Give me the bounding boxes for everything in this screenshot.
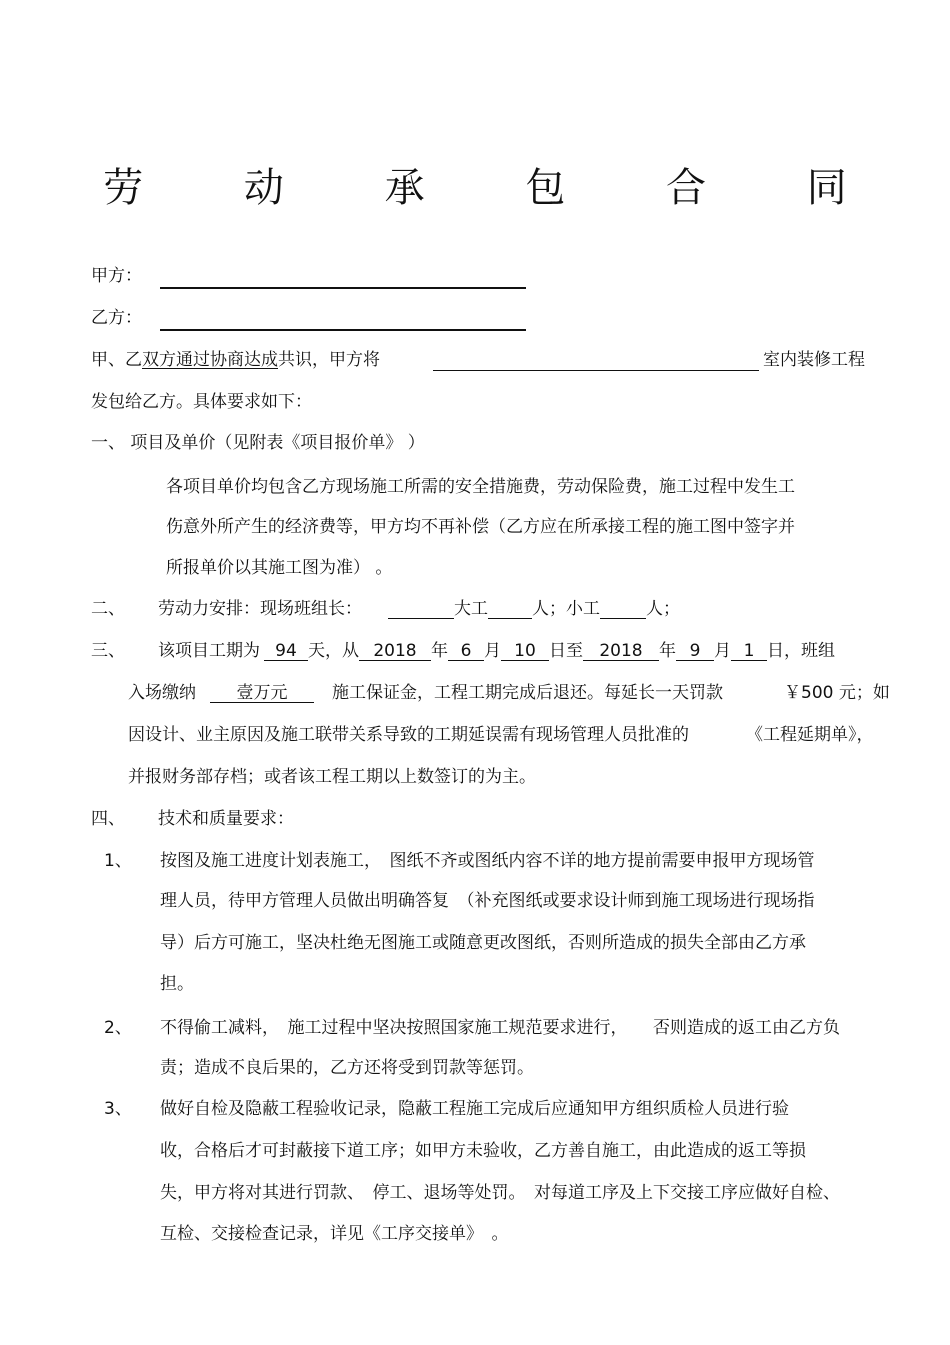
item-2-line-2: 责；造成不良后果的，乙方还将受到罚款等惩罚。	[160, 1058, 534, 1078]
end-month: 9	[676, 643, 714, 661]
s3-text-6: 年	[659, 641, 676, 661]
party-b-blank	[160, 329, 526, 331]
party-a-label: 甲方：	[91, 266, 142, 286]
intro-part-1: 甲、乙	[91, 350, 142, 370]
section-2-line	[158, 601, 680, 619]
section-4-number: 四、	[91, 809, 125, 829]
end-day: 1	[731, 643, 767, 661]
s3-l2-text-2: 施工保证金，工程工期完成后退还。每延长一天罚款	[332, 683, 723, 703]
section-1-heading: 一、 项目及单价（见附表《项目报价单》 ）	[91, 433, 425, 453]
section-4-heading: 技术和质量要求：	[158, 809, 294, 829]
s3-text-2: 天，从	[308, 641, 359, 661]
party-a-blank	[160, 287, 526, 289]
s3-l2-text-1: 入场缴纳	[128, 683, 196, 703]
item-3-number: 3、	[104, 1099, 132, 1119]
item-1-number: 1、	[104, 851, 132, 871]
section-3-line-3: 因设计、业主原因及施工联带关系导致的工期延误需有现场管理人员批准的	[128, 725, 689, 745]
document-title: 劳 动 承 包 合 同	[103, 165, 891, 211]
s3-text-5: 日至	[549, 641, 583, 661]
section-3-number: 三、	[91, 641, 125, 661]
s3-text-3: 年	[431, 641, 448, 661]
s3-text-4: 月	[484, 641, 501, 661]
section-1-line-2: 伤意外所产生的经济费等，甲方均不再补偿（乙方应在所承接工程的施工图中签字并	[166, 517, 795, 537]
item-3-line-1: 做好自检及隐蔽工程验收记录，隐蔽工程施工完成后应通知甲方组织质检人员进行验	[160, 1099, 789, 1119]
end-year: 2018	[583, 643, 659, 661]
item-1-line-4: 担。	[160, 974, 194, 994]
section-2-text-4: 人；	[646, 599, 680, 619]
section-3-line-4: 并报财务部存档；或者该工程工期以上数签订的为主。	[128, 767, 536, 787]
party-b-label: 乙方：	[91, 308, 142, 328]
intro-line-1	[91, 352, 380, 369]
start-month: 6	[448, 643, 484, 661]
intro-part-3: 共识，甲方将	[278, 350, 380, 370]
start-day: 10	[501, 643, 549, 661]
section-1-line-3: 所报单价以其施工图为准） 。	[166, 558, 393, 578]
helpers-blank	[600, 601, 646, 619]
item-2-line-1: 不得偷工减料， 施工过程中坚决按照国家施工规范要求进行， 否则造成的返工由乙方负	[160, 1018, 840, 1038]
item-1-line-1: 按图及施工进度计划表施工， 图纸不齐或图纸内容不详的地方提前需要申报甲方现场管	[160, 851, 815, 871]
start-year: 2018	[359, 643, 431, 661]
item-3-line-3: 失，甲方将对其进行罚款、 停工、退场等处罚。 对每道工序及上下交接工序应做好自检、	[160, 1183, 840, 1203]
section-3-line-2	[128, 685, 723, 703]
section-3-line-1	[158, 643, 835, 661]
section-2-text-2: 大工	[454, 599, 488, 619]
skilled-workers-blank	[488, 601, 532, 619]
item-1-line-2: 理人员，待甲方管理人员做出明确答复 （补充图纸或要求设计师到施工现场进行现场指	[160, 891, 815, 911]
intro-line-2: 发包给乙方。具体要求如下：	[91, 392, 312, 412]
section-1-line-1: 各项目单价均包含乙方现场施工所需的安全措施费，劳动保险费，施工过程中发生工	[166, 477, 795, 497]
item-3-line-4: 互检、交接检查记录，详见《工序交接单》 。	[160, 1224, 509, 1244]
intro-part-2: 双方通过协商达成	[142, 350, 278, 370]
s3-text-7: 月	[714, 641, 731, 661]
daily-fine: ￥500 元；如	[784, 683, 890, 703]
section-2-text-1: 劳动力安排：现场班组长：	[158, 599, 362, 619]
intro-part-4: 室内装修工程	[763, 350, 865, 370]
s3-text-8: 日，班组	[767, 641, 835, 661]
item-3-line-2: 收，合格后才可封蔽接下道工序；如甲方未验收，乙方善自施工，由此造成的返工等损	[160, 1141, 806, 1161]
section-2-number: 二、	[91, 599, 125, 619]
team-leader-blank	[388, 601, 454, 619]
project-name-blank	[433, 370, 759, 371]
section-2-text-3: 人；小工	[532, 599, 600, 619]
section-3-line-3b: 《工程延期单》，	[746, 725, 874, 745]
item-1-line-3: 导）后方可施工，坚决杜绝无图施工或随意更改图纸，否则所造成的损失全部由乙方承	[160, 933, 806, 953]
s3-text-1: 该项目工期为	[158, 641, 260, 661]
item-2-number: 2、	[104, 1018, 132, 1038]
duration-days: 94	[264, 643, 308, 661]
deposit-amount: 壹万元	[210, 685, 314, 703]
